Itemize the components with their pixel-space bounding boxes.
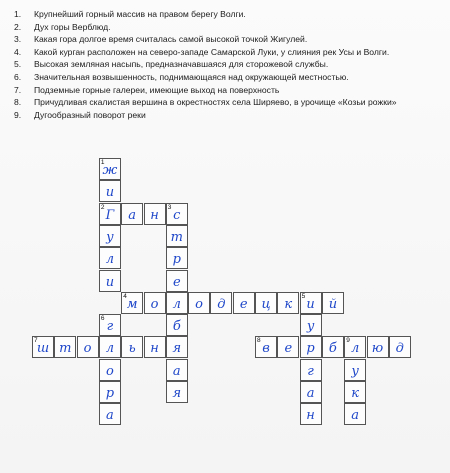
clue-item: 6. Значительная возвышенность, поднимающаяся над окружающей местностью. xyxy=(14,71,349,82)
crossword-cell[interactable] xyxy=(344,336,366,358)
handwritten-letter: с xyxy=(173,207,181,223)
handwritten-letter: б xyxy=(328,341,337,357)
clue-item: 4. Какой курган расположен на северо-западе Самарской Луки, у слияния рек Усы и Волги. xyxy=(14,46,390,57)
handwritten-letter: л xyxy=(172,296,181,312)
handwritten-letter: к xyxy=(284,296,293,312)
cell-number: 1 xyxy=(100,159,105,166)
crossword-cell[interactable] xyxy=(121,336,143,358)
handwritten-letter: о xyxy=(195,296,203,312)
crossword-cell[interactable] xyxy=(344,381,366,403)
crossword-cell[interactable] xyxy=(99,247,121,269)
handwritten-letter: ж xyxy=(102,163,118,178)
handwritten-letter: а xyxy=(306,386,315,401)
crossword-cell[interactable] xyxy=(255,292,277,314)
crossword-cell[interactable] xyxy=(121,292,143,314)
crossword-cell[interactable] xyxy=(255,336,277,358)
crossword-cell[interactable] xyxy=(99,203,121,225)
handwritten-letter: ц xyxy=(261,296,271,312)
cell-number: 3 xyxy=(167,203,172,211)
crossword-cell[interactable] xyxy=(121,203,143,225)
crossword-cell[interactable] xyxy=(166,247,188,269)
clue-item: 3. Какая гора долгое время считалась самой высокой точкой Жигулей. xyxy=(14,34,308,45)
handwritten-letter: е xyxy=(172,274,181,290)
crossword-cell[interactable] xyxy=(367,336,389,358)
handwritten-letter: у xyxy=(106,229,114,245)
handwritten-letter: а xyxy=(351,408,360,424)
crossword-cell[interactable] xyxy=(322,292,344,314)
crossword-cell[interactable] xyxy=(166,381,188,403)
cell-number: 8 xyxy=(257,337,261,345)
handwritten-letter: и xyxy=(105,274,115,290)
crossword-cell[interactable] xyxy=(166,225,188,247)
crossword-cell[interactable] xyxy=(99,158,121,180)
crossword-cell[interactable] xyxy=(166,203,188,225)
crossword-cell[interactable] xyxy=(54,336,76,358)
handwritten-letter: о xyxy=(83,341,92,357)
handwritten-letter: а xyxy=(106,408,114,424)
crossword-cell[interactable] xyxy=(300,381,322,403)
crossword-cell[interactable] xyxy=(166,359,188,381)
crossword-cell[interactable] xyxy=(99,270,121,292)
crossword-cell[interactable] xyxy=(144,292,166,314)
crossword-cell[interactable] xyxy=(99,381,121,403)
handwritten-letter: о xyxy=(150,296,159,312)
crossword-cell[interactable] xyxy=(300,336,322,358)
crossword-cell[interactable] xyxy=(188,292,210,314)
crossword-cell[interactable] xyxy=(344,403,366,425)
handwritten-letter: р xyxy=(172,252,181,268)
clue-item: 7. Подземные горные галереи, имеющие выход на поверхность xyxy=(14,84,280,95)
crossword-cell[interactable] xyxy=(300,403,322,425)
handwritten-letter: о xyxy=(105,363,114,379)
handwritten-letter: я xyxy=(172,341,182,357)
crossword-cell[interactable] xyxy=(166,336,188,358)
handwritten-letter: г xyxy=(307,363,314,379)
clue-item: 9. Дугообразный поворот реки xyxy=(14,109,146,120)
handwritten-letter: д xyxy=(217,296,226,312)
handwritten-letter: р xyxy=(105,386,115,401)
handwritten-letter: т xyxy=(170,229,183,245)
handwritten-letter: д xyxy=(395,341,404,357)
handwritten-letter: й xyxy=(328,296,338,312)
crossword-cell[interactable] xyxy=(32,336,54,358)
crossword-cell[interactable] xyxy=(322,336,344,358)
crossword-cell[interactable] xyxy=(277,292,299,314)
handwritten-letter: а xyxy=(128,207,137,223)
handwritten-letter: у xyxy=(351,363,359,379)
cell-number: 9 xyxy=(346,337,350,345)
crossword-cell[interactable] xyxy=(99,180,121,202)
crossword-cell[interactable] xyxy=(210,292,232,314)
crossword-cell[interactable] xyxy=(389,336,411,358)
crossword-cell[interactable] xyxy=(277,336,299,358)
handwritten-letter: н xyxy=(306,408,315,424)
handwritten-letter: я xyxy=(172,386,182,401)
crossword-cell[interactable] xyxy=(233,292,255,314)
handwritten-letter: л xyxy=(351,341,360,357)
crossword-cell[interactable] xyxy=(99,336,121,358)
handwritten-letter: у xyxy=(306,319,315,335)
handwritten-letter: б xyxy=(172,319,181,335)
handwritten-letter: в xyxy=(262,341,270,357)
handwritten-letter: н xyxy=(150,207,159,223)
handwritten-letter: н xyxy=(150,341,159,357)
handwritten-letter: к xyxy=(351,386,360,401)
clue-item: 8. Причудливая скалистая вершина в окрестностях села Ширяево, в урочище «Козьи рожки» xyxy=(14,97,397,108)
handwritten-letter: а xyxy=(172,363,181,379)
clue-item: 5. Высокая земляная насыпь, предназначавшаяся для сторожевой службы. xyxy=(14,59,329,70)
handwritten-letter: м xyxy=(126,296,138,312)
crossword-cell[interactable] xyxy=(300,359,322,381)
crossword-cell[interactable] xyxy=(99,359,121,381)
handwritten-letter: р xyxy=(306,341,315,357)
cell-number: 7 xyxy=(34,337,38,345)
crossword-cell[interactable] xyxy=(166,314,188,336)
crossword-cell[interactable] xyxy=(144,203,166,225)
handwritten-letter: г xyxy=(106,319,114,335)
crossword-cell[interactable] xyxy=(99,225,121,247)
crossword-cell[interactable] xyxy=(344,359,366,381)
handwritten-letter: е xyxy=(239,296,248,312)
crossword-cell[interactable] xyxy=(300,292,322,314)
crossword-cell[interactable] xyxy=(166,270,188,292)
handwritten-letter: е xyxy=(284,341,293,357)
cell-number: 2 xyxy=(100,203,105,211)
clue-item: 2. Дух горы Верблюд. xyxy=(14,21,111,32)
crossword-cell[interactable] xyxy=(99,314,121,336)
crossword-cell[interactable] xyxy=(99,403,121,425)
handwritten-letter: л xyxy=(105,252,115,268)
handwritten-letter: л xyxy=(105,341,115,357)
cell-number: 6 xyxy=(100,315,105,323)
handwritten-letter: ь xyxy=(128,341,136,357)
cell-number: 5 xyxy=(301,292,306,300)
crossword-cell[interactable] xyxy=(300,314,322,336)
handwritten-letter: и xyxy=(306,296,315,312)
handwritten-letter: ю xyxy=(371,341,384,357)
cell-number: 4 xyxy=(123,292,127,300)
crossword-cell[interactable] xyxy=(77,336,99,358)
handwritten-letter: и xyxy=(105,185,115,201)
clue-item: 1. Крупнейший горный массив на правом берегу Волги. xyxy=(14,9,246,19)
handwritten-letter: Г xyxy=(105,207,115,223)
crossword-cell[interactable] xyxy=(144,336,166,358)
handwritten-letter: т xyxy=(59,341,72,357)
crossword-cell[interactable] xyxy=(166,292,188,314)
handwritten-letter: ш xyxy=(36,341,50,357)
